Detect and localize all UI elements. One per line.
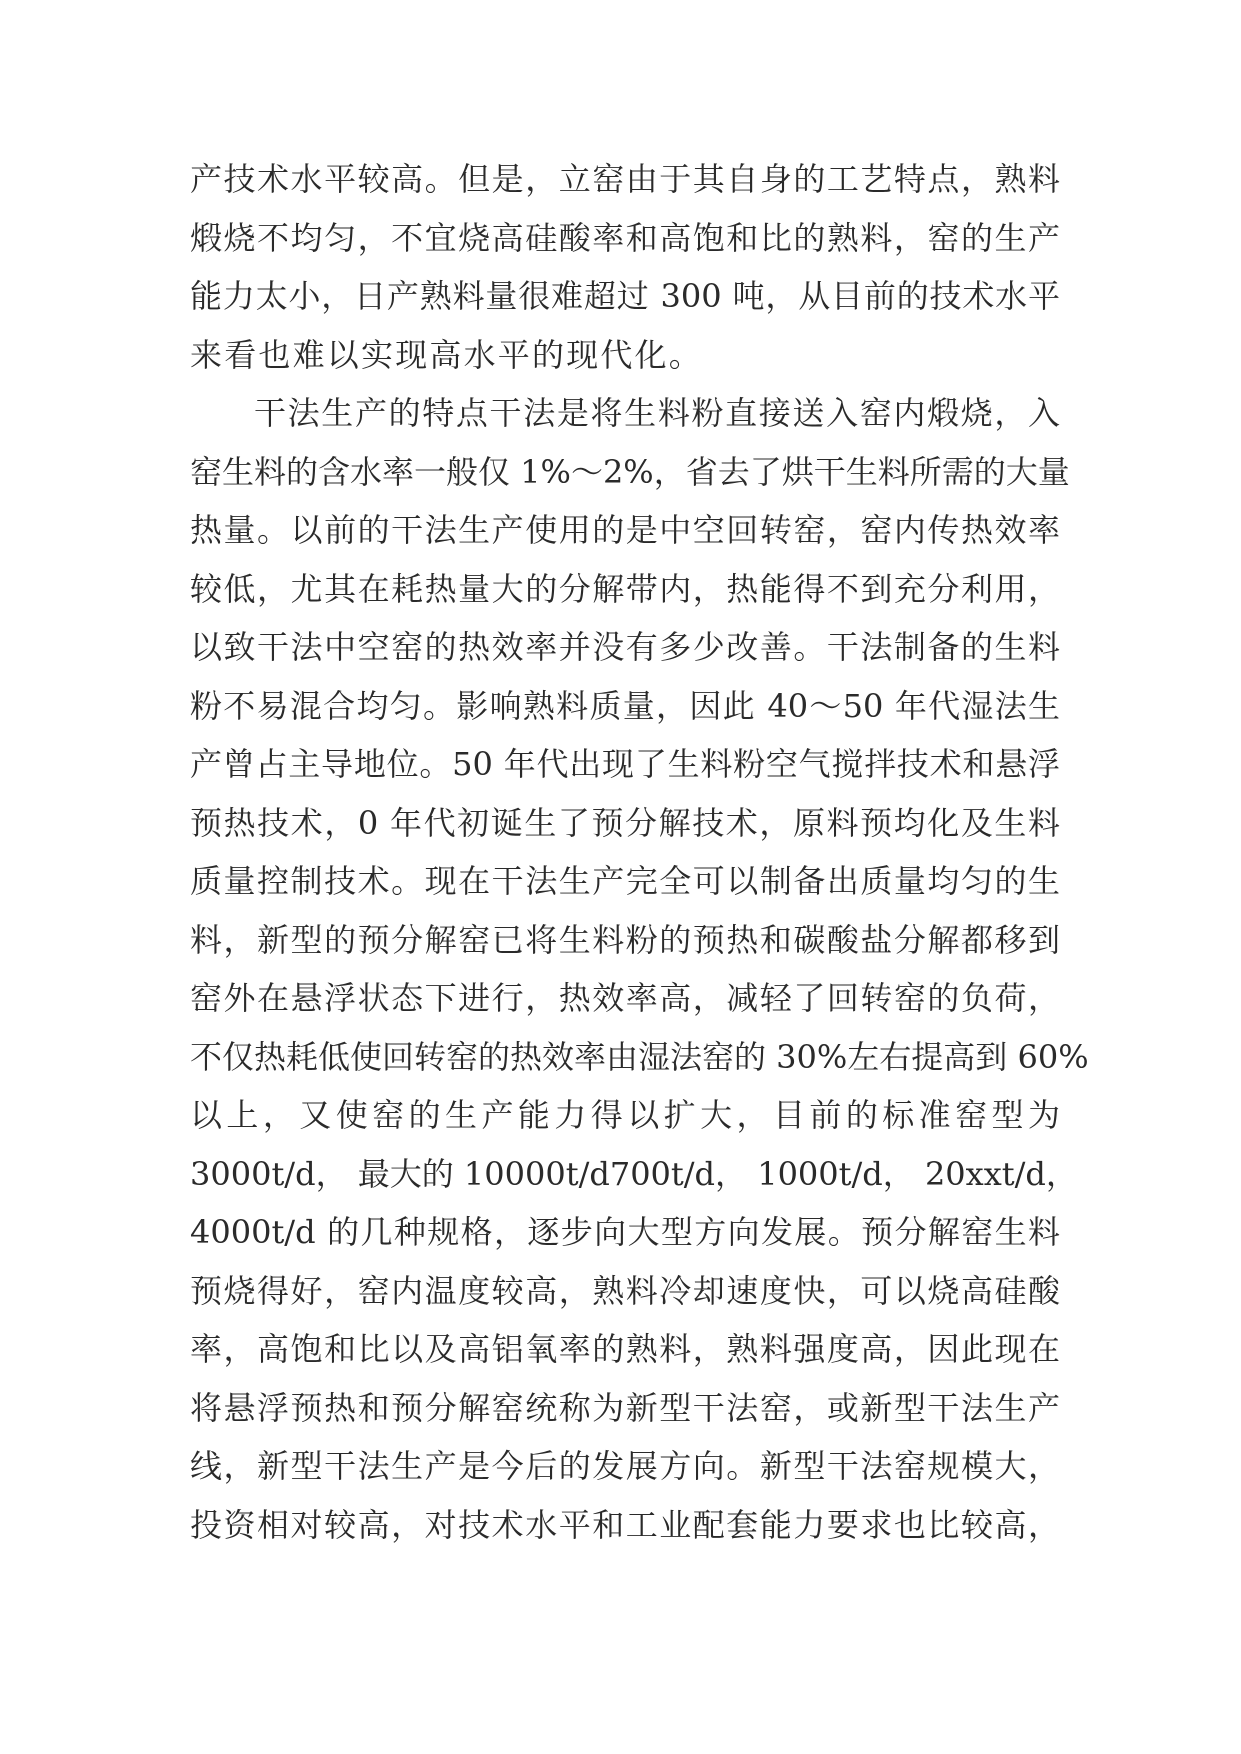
text-line: 热量。以前的干法生产使用的是中空回转窑，窑内传热效率 [190,511,1060,549]
text-line: 产技术水平较高。但是，立窑由于其自身的工艺特点，熟料 [190,160,1060,198]
text-line: 粉不易混合均匀。影响熟料质量，因此 40～50 年代湿法生 [190,686,1060,725]
text-line: 将悬浮预热和预分解窑统称为新型干法窑，或新型干法生产 [190,1388,1060,1427]
text-line: 较低，尤其在耗热量大的分解带内，热能得不到充分利用， [190,569,1060,608]
text-line: 煅烧不均匀，不宜烧高硅酸率和高饱和比的熟料，窑的生产 [190,218,1060,257]
body-text [190,150,1089,1554]
text-line: 率，高饱和比以及高铝氧率的熟料，熟料强度高，因此现在 [190,1330,1060,1368]
text-line: 干法生产的特点干法是将生料粉直接送入窑内煅烧，入 [254,394,1060,432]
text-line: 能力太小，日产熟料量很难超过 300 吨，从目前的技术水平 [190,277,1060,315]
text-line: 以致干法中空窑的热效率并没有多少改善。干法制备的生料 [190,628,1060,666]
text-line: 线，新型干法生产是今后的发展方向。新型干法窑规模大， [190,1447,1060,1485]
text-line: 不仅热耗低使回转窑的热效率由湿法窑的 30%左右提高到 60% [190,1037,1089,1076]
text-line: 来看也难以实现高水平的现代化。 [190,335,704,374]
text-line: 4000t/d 的几种规格，逐步向大型方向发展。预分解窑生料 [190,1213,1060,1251]
text-line: 窑生料的含水率一般仅 1%～2%，省去了烘干生料所需的大量 [190,452,1070,491]
text-line: 3000t/d， 最大的 10000t/d700t/d， 1000t/d， 20xxt/d， [190,1154,1078,1193]
text-line: 预热技术，0 年代初诞生了预分解技术，原料预均化及生料 [190,803,1060,842]
text-line: 以上，又使窑的生产能力得以扩大，目前的标准窑型为 [190,1096,1060,1134]
text-line: 窑外在悬浮状态下进行，热效率高，减轻了回转窑的负荷， [190,979,1060,1017]
text-line: 投资相对较高，对技术水平和工业配套能力要求也比较高， [190,1505,1060,1544]
text-line: 预烧得好，窑内温度较高，熟料冷却速度快，可以烧高硅酸 [190,1271,1060,1310]
text-line: 产曾占主导地位。50 年代出现了生料粉空气搅拌技术和悬浮 [190,745,1060,783]
text-line: 质量控制技术。现在干法生产完全可以制备出质量均匀的生 [190,862,1060,900]
text-line: 料，新型的预分解窑已将生料粉的预热和碳酸盐分解都移到 [190,920,1060,959]
